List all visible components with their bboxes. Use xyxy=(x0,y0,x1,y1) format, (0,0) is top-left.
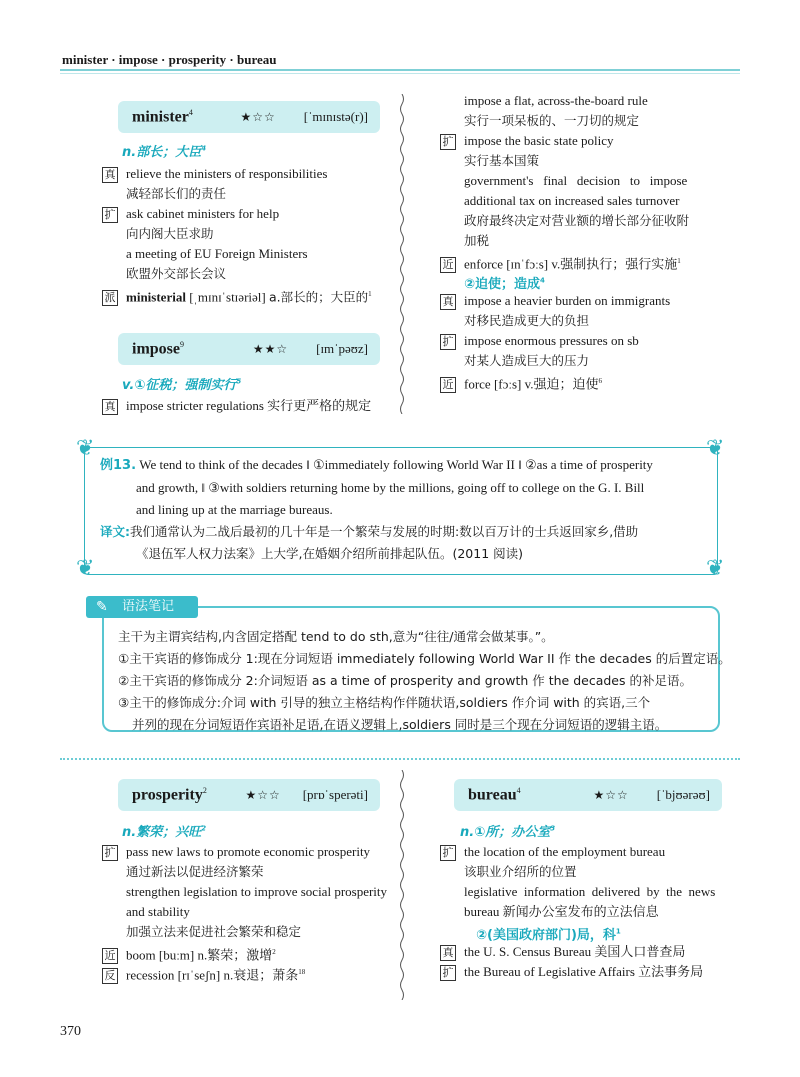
example-line: government's final decision to impose xyxy=(464,173,688,188)
prosperity-pos: n.繁荣；兴旺$^2$ xyxy=(122,824,207,840)
example-line: 向内阁大臣求助 xyxy=(126,226,214,241)
example-line: legislative information delivered by the news xyxy=(464,884,716,899)
example-line: 扩 the Bureau of Legislative Affairs 立法事务局 xyxy=(440,962,740,982)
example-line: 扩 impose enormous pressures on sb xyxy=(440,331,740,351)
example-line: 减轻部长们的责任 xyxy=(126,186,227,201)
example-line: 加强立法来促进社会繁荣和稳定 xyxy=(126,924,302,939)
synonym-line: 近 boom [buːm] n.繁荣；激增$^2$ xyxy=(102,942,387,962)
example-line: 加税 xyxy=(464,233,490,248)
example-line: bureau 新闻办公室发布的立法信息 xyxy=(464,904,659,919)
prosperity-examples xyxy=(102,842,387,982)
example-line: 真 relieve the ministers of responsibilities xyxy=(102,164,372,184)
synonym-line: 近 force [fɔːs] v.强迫；迫使$^6$ xyxy=(440,371,740,391)
example-line-3: and lining up at the marriage bureaus. xyxy=(136,502,333,517)
entry-box-prosperity xyxy=(118,779,380,811)
synonym-line: 近 enforce [ɪnˈfɔːs] v.强制执行；强行实施$^1$ xyxy=(440,251,740,271)
entry-box-bureau xyxy=(454,779,722,811)
example-line: 对移民造成更大的负担 xyxy=(464,313,590,328)
page-number: 370 xyxy=(60,1024,81,1039)
example-line: 实行一项呆板的、一刀切的规定 xyxy=(464,113,640,128)
example-line: 扩 impose the basic state policy xyxy=(440,131,740,151)
example-line: 真 impose stricter regulations 实行更严格的规定 xyxy=(102,396,371,416)
grammar-line: ①主干宾语的修饰成分 1:现在分词短语 immediately following World War II 作 the decades 的后置定语。 xyxy=(118,651,731,666)
headword-bureau: bureau$^4$ xyxy=(468,785,521,804)
example-line-1: 例13. We tend to think of the decades ‖ ①immediately following World War II ‖ ②as a time of prosperity xyxy=(100,457,653,473)
minister-pos: n.部长；大臣$^4$ xyxy=(122,144,207,160)
impose-pos: v.①征税；强制实行$^5$ xyxy=(122,377,242,393)
ornament-icon: ❦ xyxy=(76,436,95,461)
quill-icon: ✎ xyxy=(96,599,108,615)
impose-continued xyxy=(440,91,740,391)
bureau-examples xyxy=(440,842,740,982)
frequency-stars: ★☆☆ xyxy=(240,110,276,124)
section-divider xyxy=(60,758,740,760)
grammar-line: ②主干宾语的修饰成分 2:介词短语 as a time of prosperity and growth 作 the decades 的补足语。 xyxy=(118,673,692,688)
entry-box-minister xyxy=(118,101,380,133)
example-line: additional tax on increased sales turnover xyxy=(464,193,680,208)
grammar-line: ③主干的修饰成分:介词 with 引导的独立主格结构作伴随状语,soldiers 作介词 with 的宾语,三个 xyxy=(118,695,651,710)
example-line: a meeting of EU Foreign Ministers xyxy=(126,246,308,261)
bureau-pos: n.①所；办公室$^3$ xyxy=(460,824,556,840)
example-line: 该职业介绍所的位置 xyxy=(464,864,577,879)
headword-impose: impose$^9$ xyxy=(132,339,184,358)
column-divider xyxy=(399,94,405,414)
pronunciation: [ˈbjʊərəʊ] xyxy=(656,787,710,802)
bureau-pos-2: ②(美国政府部门)局，科$^1$ xyxy=(476,928,621,944)
headword-prosperity: prosperity$^2$ xyxy=(132,785,207,804)
running-header: minister · impose · prosperity · bureau xyxy=(62,52,277,67)
minister-examples xyxy=(102,164,372,304)
example-line: and stability xyxy=(126,904,190,919)
example-line: impose a flat, across-the-board rule xyxy=(464,93,648,108)
column-divider xyxy=(399,770,405,1000)
example-line-2: and growth, ‖ ③with soldiers returning home by the millions, going off to college on the G. I. Bill xyxy=(136,480,645,495)
header-rule-thin xyxy=(60,73,740,74)
headword-minister: minister$^4$ xyxy=(132,107,193,126)
pronunciation: [ˈmɪnɪstə(r)] xyxy=(303,109,368,124)
example-line: strengthen legislation to improve social prosperity xyxy=(126,884,388,899)
header-rule xyxy=(60,69,740,71)
example-line: 对某人造成巨大的压力 xyxy=(464,353,590,368)
ornament-icon: ❦ xyxy=(706,556,725,581)
impose-pos-2: ②迫使；造成$^4$ xyxy=(464,277,545,293)
ornament-icon: ❦ xyxy=(706,436,725,461)
translation-line-2: 《退伍军人权力法案》上大学,在婚姻介绍所前排起队伍。(2011 阅读) xyxy=(136,546,524,561)
example-line: 扩 ask cabinet ministers for help xyxy=(102,204,372,224)
example-sentence xyxy=(100,454,710,565)
frequency-stars: ★☆☆ xyxy=(245,788,281,802)
frequency-stars: ★☆☆ xyxy=(593,788,629,802)
translation-line-1: 译文:我们通常认为二战后最初的几十年是一个繁荣与发展的时期:数以百万计的士兵返回家乡,借助 xyxy=(100,524,639,539)
grammar-line: 并列的现在分词短语作宾语补足语,在语义逻辑上,soldiers 同时是三个现在分词短语的逻辑主语。 xyxy=(132,717,668,732)
example-line: 政府最终决定对营业额的增长部分征收附 xyxy=(464,213,690,228)
impose-example-1 xyxy=(102,396,371,416)
example-line: 通过新法以促进经济繁荣 xyxy=(126,864,264,879)
example-line: 实行基本国策 xyxy=(464,153,540,168)
entry-box-impose xyxy=(118,333,380,365)
antonym-line: 反 recession [rɪˈseʃn] n.衰退；萧条$^{18}$ xyxy=(102,962,387,982)
pronunciation: [prɒˈsperəti] xyxy=(302,787,368,802)
frequency-stars: ★★☆ xyxy=(252,342,289,356)
grammar-title: ✎ 语法笔记 xyxy=(86,596,198,618)
ornament-icon: ❦ xyxy=(76,556,95,581)
example-line: 真 impose a heavier burden on immigrants xyxy=(440,291,740,311)
example-line: 欧盟外交部长会议 xyxy=(126,266,227,281)
example-line: 扩 the location of the employment bureau xyxy=(440,842,740,862)
grammar-line: 主干为主谓宾结构,内含固定搭配 tend to do sth,意为“往往/通常会做某事。”。 xyxy=(118,629,554,644)
pronunciation: [ɪmˈpəʊz] xyxy=(316,341,368,356)
example-line: 扩 pass new laws to promote economic prosperity xyxy=(102,842,387,862)
derived-word-line: 派 ministerial [ˌmɪnɪˈstɪəriəl] a.部长的；大臣的$^1$ xyxy=(102,284,372,304)
example-line: 真 the U. S. Census Bureau 美国人口普查局 xyxy=(440,942,740,962)
